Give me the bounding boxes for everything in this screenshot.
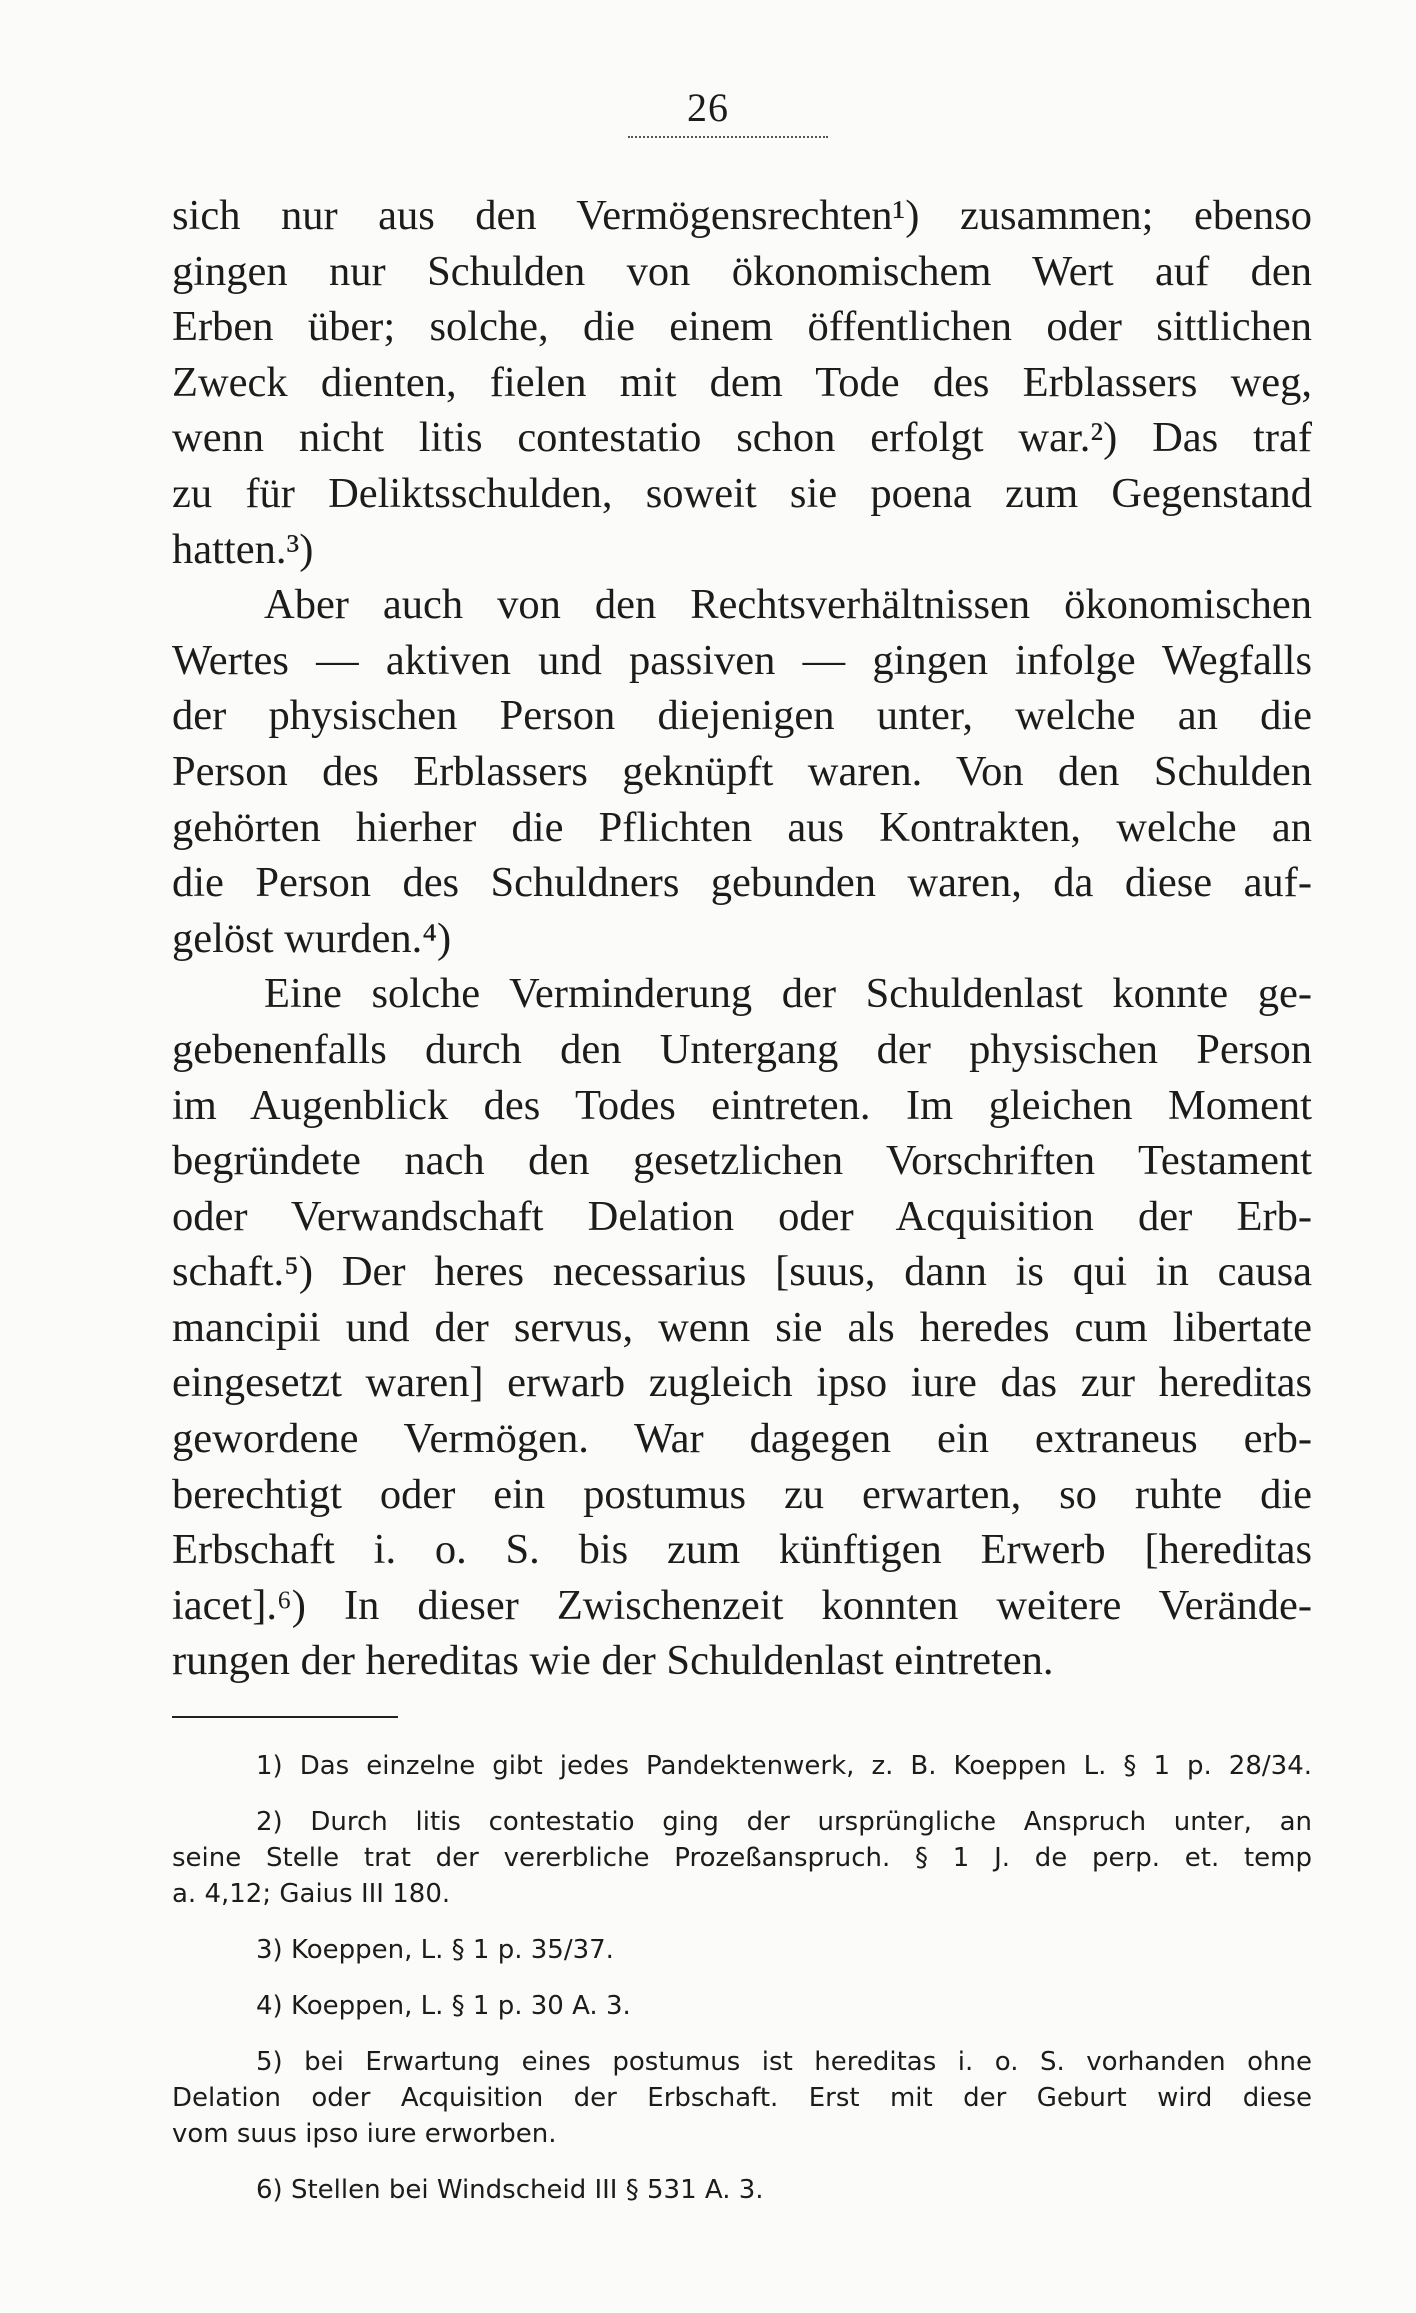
footnote-2 <box>172 1804 1312 1912</box>
footnote-gap <box>172 2152 1312 2172</box>
body-line: sich nur aus den Vermögensrechten¹) zusammen; ebenso <box>172 192 1312 239</box>
footnote-line: seine Stelle trat der vererbliche Prozeßanspruch. § 1 J. de perp. et. temp <box>172 1843 1312 1873</box>
footnote-line: 3) Koeppen, L. § 1 p. 35/37. <box>256 1935 614 1965</box>
body-line: im Augenblick des Todes eintreten. Im gleichen Moment <box>172 1081 1312 1129</box>
body-line: Erbschaft i. o. S. bis zum künftigen Erwerb [hereditas <box>172 1526 1312 1574</box>
footnotes <box>172 1748 1312 2208</box>
body-line: gebenenfalls durch den Untergang der physischen Person <box>172 1025 1312 1073</box>
footnote-gap <box>172 1784 1312 1804</box>
page-number: 26 <box>687 85 729 130</box>
page-number-ornament <box>628 136 828 142</box>
body-line: Eine solche Verminderung der Schuldenlast konnte ge- <box>264 970 1312 1018</box>
body-line: rungen der hereditas wie der Schuldenlast eintreten. <box>172 1637 1054 1685</box>
body-line: hatten.³) <box>172 525 314 573</box>
body-line: Person des Erblassers geknüpft waren. Von den Schulden <box>172 747 1312 795</box>
footnote-1 <box>172 1748 1312 1784</box>
body-line: Erben über; solche, die einem öffentlichen oder sittlichen <box>172 303 1312 351</box>
body-line: eingesetzt waren] erwarb zugleich ipso iure das zur hereditas <box>172 1359 1312 1407</box>
body-line: der physischen Person diejenigen unter, welche an die <box>172 692 1312 740</box>
body-line: gingen nur Schulden von ökonomischem Wert auf den <box>172 247 1312 295</box>
footnote-line: 1) Das einzelne gibt jedes Pandektenwerk, z. B. Koeppen L. § 1 p. 28/34. <box>256 1751 1312 1781</box>
body-line: mancipii und der servus, wenn sie als heredes cum libertate <box>172 1303 1312 1351</box>
body-line: gelöst wurden.⁴) <box>172 914 452 962</box>
body-line: begründete nach den gesetzlichen Vorschriften Testament <box>172 1137 1312 1185</box>
body-line: Zweck dienten, fielen mit dem Tode des Erblassers weg, <box>172 358 1312 406</box>
body-line: gewordene Vermögen. War dagegen ein extraneus erb- <box>172 1415 1312 1463</box>
body-line: zu für Deliktsschulden, soweit sie poena zum Gegenstand <box>172 469 1312 517</box>
body-line: berechtigt oder ein postumus zu erwarten, so ruhte die <box>172 1470 1312 1518</box>
footnote-line: a. 4,12; Gaius III 180. <box>172 1879 451 1909</box>
footnote-line: 5) bei Erwartung eines postumus ist hereditas i. o. S. vorhanden ohne <box>256 2047 1312 2077</box>
body-line: gehörten hierher die Pflichten aus Kontrakten, welche an <box>172 803 1312 851</box>
footnote-line: 2) Durch litis contestatio ging der ursprüngliche Anspruch unter, an <box>256 1807 1312 1837</box>
body-line: schaft.⁵) Der heres necessarius [suus, dann is qui in causa <box>172 1248 1312 1296</box>
footnote-line: Delation oder Acquisition der Erbschaft. Erst mit der Geburt wird diese <box>172 2083 1312 2113</box>
body-line: iacet].⁶) In dieser Zwischenzeit konnten weitere Verände- <box>172 1581 1312 1629</box>
footnote-gap <box>172 1968 1312 1988</box>
body-line: wenn nicht litis contestatio schon erfolgt war.²) Das traf <box>172 414 1312 462</box>
footnote-3 <box>172 1932 1312 1968</box>
footnote-4 <box>172 1988 1312 2024</box>
body-line: Aber auch von den Rechtsverhältnissen ökonomischen <box>264 581 1312 629</box>
body-line: Wertes — aktiven und passiven — gingen infolge Wegfalls <box>172 636 1312 684</box>
body-line: die Person des Schuldners gebunden waren, da diese auf- <box>172 859 1312 907</box>
body-text <box>172 188 1312 1689</box>
footnote-gap <box>172 2024 1312 2044</box>
footnote-line: 4) Koeppen, L. § 1 p. 30 A. 3. <box>256 1991 631 2021</box>
footnote-divider <box>172 1716 398 1718</box>
body-line: oder Verwandschaft Delation oder Acquisition der Erb- <box>172 1192 1312 1240</box>
footnote-5 <box>172 2044 1312 2152</box>
footnote-line: vom suus ipso iure erworben. <box>172 2119 557 2149</box>
footnote-6 <box>172 2172 1312 2208</box>
footnote-line: 6) Stellen bei Windscheid III § 531 A. 3. <box>256 2175 764 2205</box>
footnote-gap <box>172 1912 1312 1932</box>
